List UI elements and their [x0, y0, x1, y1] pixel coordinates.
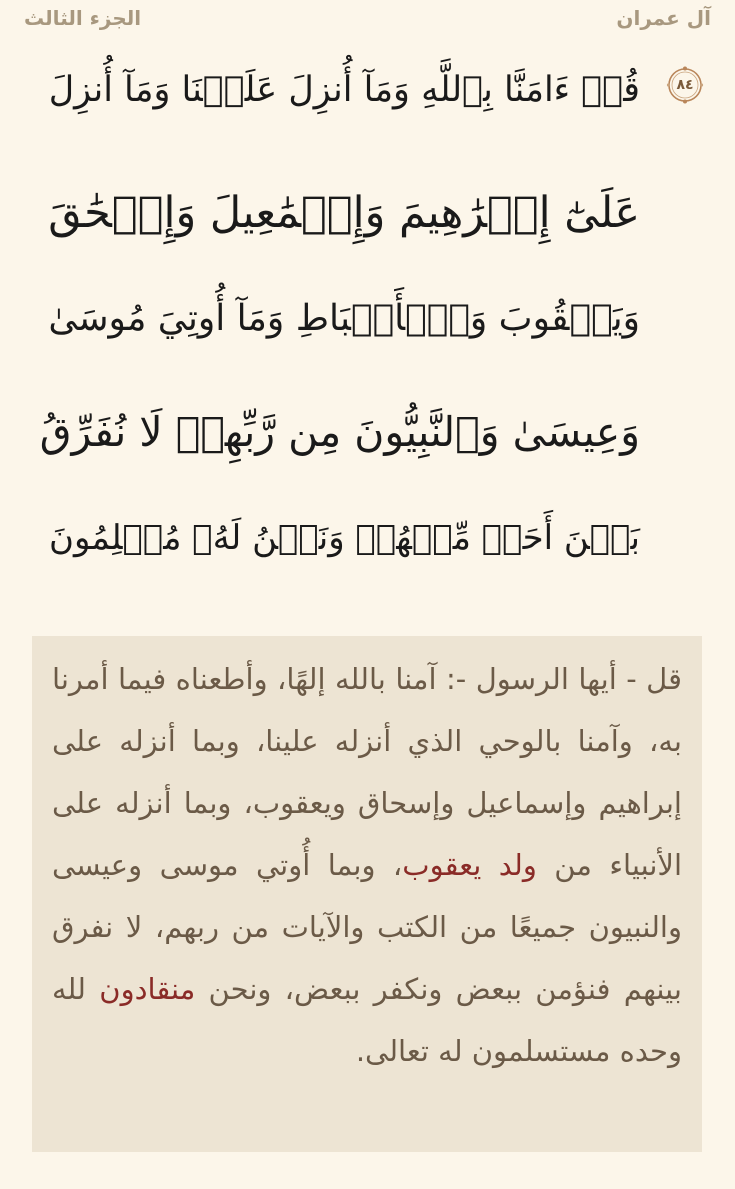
- verse-line-4[interactable]: وَعِيسَىٰ وَٱلنَّبِيُّونَ مِن رَّبِّهِمۡ لَا نُفَرِّقُ: [39, 408, 640, 456]
- tafsir-segment: ، وبما أُوتي موسى وعيسى والنبيون جميعًا من الكتب والآيات من ربهم، لا نفرق بينهم فنؤمن ببعض ونكفر ببعض، ونحن: [52, 848, 683, 1006]
- verse-number: ٨٤: [676, 77, 694, 93]
- tafsir-panel: [32, 636, 702, 1152]
- verse-number-marker[interactable]: [666, 66, 704, 104]
- tafsir-segment: قل - أيها الرسول -: آمنا بالله إلهًا، وأطعناه فيما أمرنا به، وآمنا بالوحي الذي أنزله علينا، وبما أنزله على إبراهيم وإسماعيل وإسحاق ويعقوب، وبما أنزله على الأنبياء من: [52, 662, 683, 882]
- verse-line-2[interactable]: عَلَىٰٓ إِبۡرَٰهِيمَ وَإِسۡمَٰعِيلَ وَإِسۡحَٰقَ: [48, 188, 640, 238]
- tafsir-text: [52, 648, 682, 1082]
- verse-line-1[interactable]: قُلۡ ءَامَنَّا بِٱللَّهِ وَمَآ أُنزِلَ عَلَيۡنَا وَمَآ أُنزِلَ: [48, 70, 640, 110]
- surah-name[interactable]: آل عمران: [616, 6, 711, 30]
- tafsir-highlight-term[interactable]: منقادون: [99, 972, 196, 1006]
- tafsir-highlight-term[interactable]: ولد يعقوب: [402, 848, 537, 882]
- page-header: [0, 0, 735, 40]
- tafsir-segment: لله وحده مستسلمون له تعالى.: [52, 972, 682, 1068]
- verse-line-3[interactable]: وَيَعۡقُوبَ وَٱلۡأَسۡبَاطِ وَمَآ أُوتِيَ مُوسَىٰ: [48, 298, 640, 339]
- verse-line-5[interactable]: بَيۡنَ أَحَدٖ مِّنۡهُمۡ وَنَحۡنُ لَهُۥ مُسۡلِمُونَ: [49, 518, 640, 558]
- juz-name[interactable]: الجزء الثالث: [24, 6, 142, 30]
- verse-block[interactable]: [40, 58, 700, 618]
